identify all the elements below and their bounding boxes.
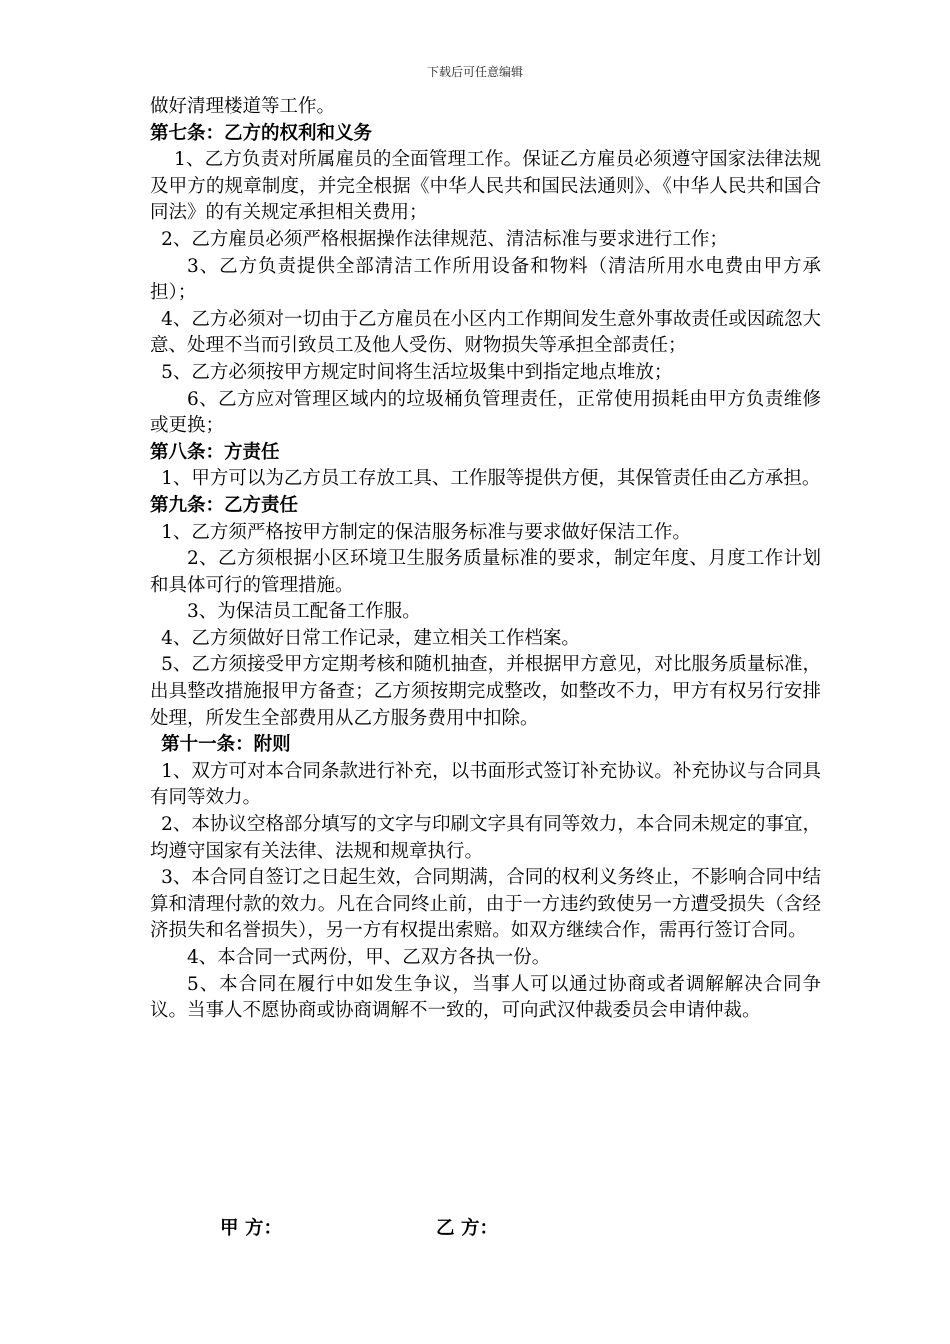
article-9-item-2: 2、乙方须根据小区环境卫生服务质量标准的要求，制定年度、月度工作计划和具体可行的管理措施。 [150,548,821,596]
article-9-item-3: 3、为保洁员工配备工作服。 [187,601,421,623]
article-7-item-3: 3、乙方负责提供全部清洁工作所用设备和物料（清洁所用水电费由甲方承担）； [150,255,821,304]
article-8-item-1: 1、甲方可以为乙方员工存放工具、工作服等提供方便，其保管责任由乙方承担。 [161,468,821,490]
article-11-item-1: 1、双方可对本合同条款进行补充，以书面形式签订补充协议。补充协议与合同具有同等效力。 [150,760,821,809]
article-7-item-2: 2、乙方雇员必须严格根据操作法律规范、清洁标准与要求进行工作； [161,228,728,250]
paragraph-continuation: 做好清理楼道等工作。 [150,96,336,117]
article-9-item-4: 4、乙方须做好日常工作记录，建立相关工作档案。 [161,627,580,649]
article-11-item-3: 3、本合同自签订之日起生效，合同期满，合同的权利义务终止，不影响合同中结算和清理付款的效力。凡在合同终止前，由于一方违约致使另一方遭受损失（含经济损失和名誉损失），另一方有权提出索赔。如双方继续合作，需再行签订合同。 [150,867,821,942]
article-9-title: 第九条：乙方责任 [150,494,299,516]
article-8-title: 第八条：方责任 [150,441,280,463]
party-a-signature-label: 甲 方： [220,1218,282,1239]
article-9-item-1: 1、乙方须严格按甲方制定的保洁服务标准与要求做好保洁工作。 [161,521,691,543]
party-b-signature-label: 乙 方： [436,1218,498,1239]
article-11-item-4: 4、本合同一式两份，甲、乙双方各执一份。 [187,947,551,968]
signature-block [220,1216,720,1246]
article-11-item-5: 5、本合同在履行中如发生争议，当事人可以通过协商或者调解解决合同争议。当事人不愿协商或协商调解不一致的，可向武汉仲裁委员会申请仲裁。 [150,973,821,1022]
article-7-title: 第七条：乙方的权利和义务 [150,122,373,144]
article-11-title: 第十一条：附则 [161,734,291,756]
article-9-item-5: 5、乙方须接受甲方定期考核和随机抽查，并根据甲方意见，对比服务质量标准，出具整改措施报甲方备查；乙方须按期完成整改，如整改不力，甲方有权另行安排处理，所发生全部费用从乙方服务费用中扣除。 [150,654,821,729]
article-7-item-5: 5、乙方必须按甲方规定时间将生活垃圾集中到指定地点堆放； [161,361,673,383]
article-7-item-1: 1、乙方负责对所属雇员的全面管理工作。保证乙方雇员必须遵守国家法律法规及甲方的规章制度，并完全根据《中华人民共和国民法通则》、《中华人民共和国合同法》的有关规定承担相关费用； [150,149,821,224]
article-7-item-4: 4、乙方必须对一切由于乙方雇员在小区内工作期间发生意外事故责任或因疏忽大意、处理不当而引致员工及他人受伤、财物损失等承担全部责任； [150,308,821,357]
article-11-item-2: 2、本协议空格部分填写的文字与印刷文字具有同等效力，本合同未规定的事宜，均遵守国家有关法律、法规和规章执行。 [150,814,821,862]
page-header-note: 下载后可任意编辑 [426,65,523,79]
contract-body [150,94,821,1025]
article-7-item-6: 6、乙方应对管理区域内的垃圾桶负管理责任，正常使用损耗由甲方负责维修或更换； [150,388,821,437]
